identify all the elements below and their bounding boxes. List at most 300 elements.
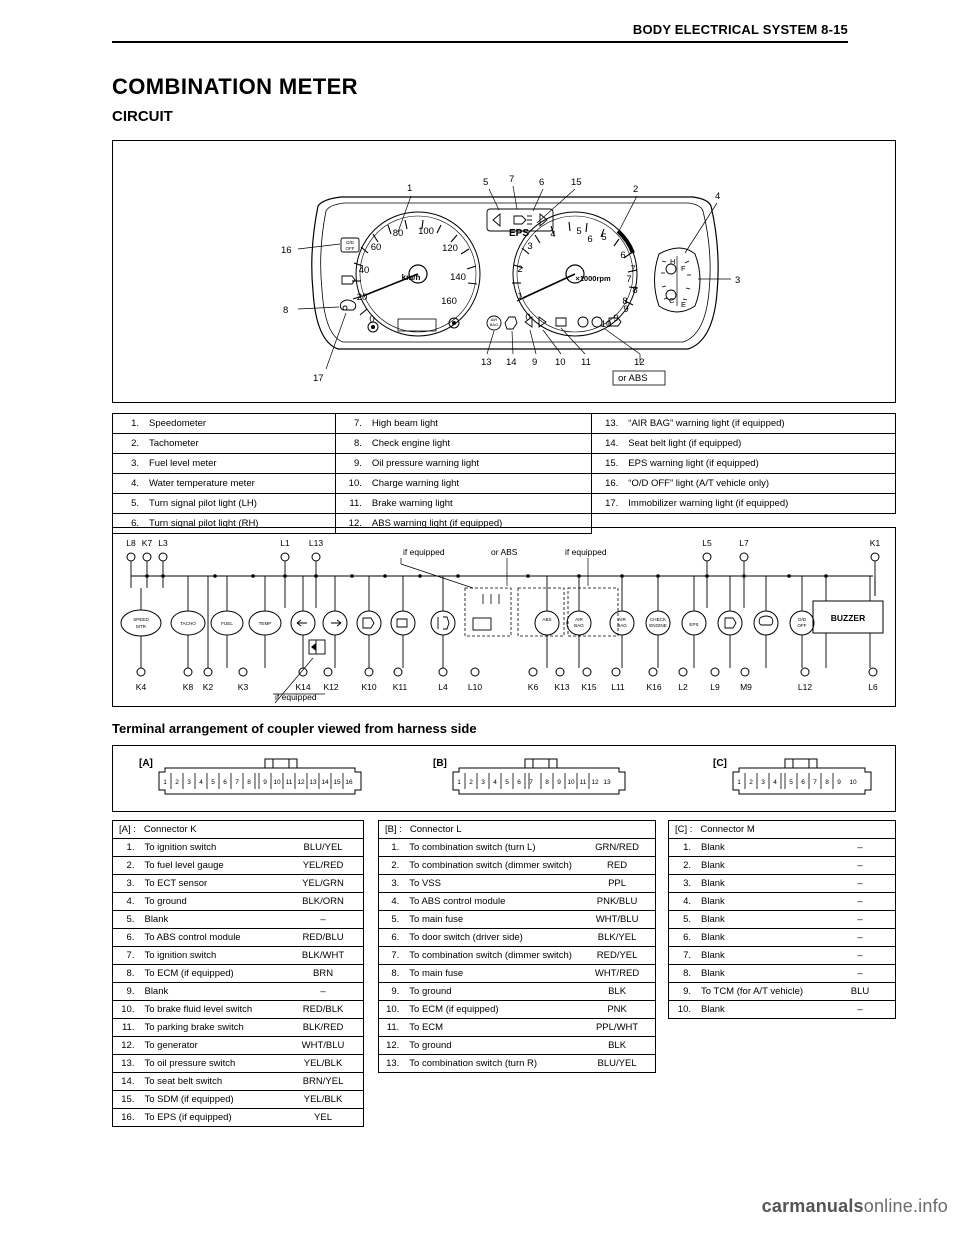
table-row — [113, 1001, 364, 1019]
legend-num: 2. — [113, 434, 143, 454]
svg-text:13: 13 — [309, 779, 317, 786]
pin-number: 6. — [113, 929, 138, 947]
legend-text: Turn signal pilot light (LH) — [142, 494, 335, 514]
pin-desc: To combination switch (turn L) — [402, 839, 584, 857]
table-row — [113, 1019, 364, 1037]
pin-desc: To ABS control module — [402, 893, 584, 911]
pin-desc: To fuel level gauge — [137, 857, 288, 875]
terminal-K4: K4 — [135, 682, 147, 692]
terminal-L5: L5 — [702, 538, 712, 548]
svg-text:8: 8 — [632, 285, 638, 296]
svg-text:EPS: EPS — [509, 228, 530, 239]
wire-color: BRN/YEL — [288, 1073, 363, 1091]
pin-number: 13. — [113, 1055, 138, 1073]
pin-number: 11. — [113, 1019, 138, 1037]
connector-k-tag: [A] : — [119, 824, 136, 835]
pin-number: 7. — [669, 947, 695, 965]
callout-4: 4 — [715, 191, 721, 202]
pin-number: 1. — [669, 839, 695, 857]
coupler-a-label: [A] — [139, 758, 153, 769]
legend-text: Brake warning light — [365, 494, 592, 514]
legend-num: 15. — [592, 454, 622, 474]
table-row — [113, 1073, 364, 1091]
pin-desc: To combination switch (dimmer switch) — [402, 947, 584, 965]
svg-text:2: 2 — [517, 264, 523, 275]
svg-text:AIR: AIR — [618, 617, 626, 622]
terminal-L9: L9 — [710, 682, 720, 692]
coupler-c-label: [C] — [713, 758, 727, 769]
legend-num: 12. — [335, 514, 365, 534]
pin-desc: Blank — [694, 1001, 830, 1019]
wire-color: BLK/WHT — [288, 947, 363, 965]
legend-num: 3. — [113, 454, 143, 474]
pin-number: 16. — [113, 1109, 138, 1127]
svg-text:BAG: BAG — [617, 623, 627, 628]
svg-text:8: 8 — [545, 779, 549, 786]
svg-text:2: 2 — [749, 779, 753, 786]
legend-num: 6. — [113, 514, 143, 534]
svg-text:1: 1 — [517, 291, 523, 302]
pin-number: 3. — [669, 875, 695, 893]
pin-desc: To generator — [137, 1037, 288, 1055]
terminal-L12: L12 — [797, 682, 813, 692]
pin-number: 3. — [113, 875, 138, 893]
wire-color: RED — [584, 857, 655, 875]
wire-color: GRN/RED — [584, 839, 655, 857]
svg-text:E: E — [681, 300, 687, 309]
pin-desc: To combination switch (turn R) — [402, 1055, 584, 1073]
pin-number: 6. — [669, 929, 695, 947]
wire-color: YEL/GRN — [288, 875, 363, 893]
wire-color: PPL — [584, 875, 655, 893]
svg-text:14: 14 — [321, 779, 329, 786]
table-row — [379, 929, 656, 947]
legend-text: Seat belt light (if equipped) — [621, 434, 895, 454]
pin-number: 14. — [113, 1073, 138, 1091]
wire-color: BLU/YEL — [288, 839, 363, 857]
svg-text:4: 4 — [199, 779, 203, 786]
svg-text:9: 9 — [837, 779, 841, 786]
legend-num: 13. — [592, 414, 622, 434]
wire-color: YEL — [288, 1109, 363, 1127]
svg-text:×1000rpm: ×1000rpm — [575, 274, 611, 283]
svg-text:5: 5 — [505, 779, 509, 786]
pin-desc: To main fuse — [402, 965, 584, 983]
table-row — [113, 839, 364, 857]
svg-text:10: 10 — [600, 319, 612, 330]
connector-l-tag: [B] : — [385, 824, 402, 835]
legend-num: 9. — [335, 454, 365, 474]
terminal-K12: K12 — [323, 682, 339, 692]
svg-text:0: 0 — [525, 312, 531, 323]
table-row — [379, 1019, 656, 1037]
table-row — [113, 893, 364, 911]
pin-number: 6. — [379, 929, 403, 947]
header-rule — [112, 41, 848, 43]
terminal-L2: L2 — [678, 682, 688, 692]
table-row — [669, 875, 896, 893]
table-row — [113, 1109, 364, 1127]
watermark-text-1: carmanuals — [761, 1196, 864, 1216]
svg-text:C: C — [669, 296, 675, 305]
wire-color: RED/BLU — [288, 929, 363, 947]
pin-number: 2. — [379, 857, 403, 875]
svg-text:11: 11 — [579, 779, 587, 786]
terminal-K11: K11 — [392, 682, 408, 692]
svg-text:9: 9 — [263, 779, 267, 786]
pin-desc: Blank — [694, 875, 830, 893]
pin-number: 8. — [113, 965, 138, 983]
pin-number: 1. — [113, 839, 138, 857]
pin-desc: Blank — [694, 911, 830, 929]
table-row — [379, 983, 656, 1001]
svg-text:60: 60 — [370, 242, 382, 253]
pin-desc: To ABS control module — [137, 929, 288, 947]
table-row — [379, 965, 656, 983]
svg-text:5: 5 — [576, 226, 582, 237]
svg-text:3: 3 — [187, 779, 191, 786]
legend-num: 11. — [335, 494, 365, 514]
terminal-L13: L13 — [308, 538, 324, 548]
svg-text:SPEED: SPEED — [133, 617, 149, 622]
pin-desc: Blank — [694, 839, 830, 857]
connector-m-name: Connector M — [700, 824, 755, 835]
svg-text:7: 7 — [813, 779, 817, 786]
legend-text: “AIR BAG” warning light (if equipped) — [621, 414, 895, 434]
pin-number: 11. — [379, 1019, 403, 1037]
pin-number: 5. — [669, 911, 695, 929]
terminal-K6: K6 — [527, 682, 539, 692]
svg-text:11: 11 — [285, 779, 293, 786]
callout-12: 12 — [634, 357, 645, 368]
pin-desc: Blank — [694, 857, 830, 875]
callout-3: 3 — [735, 275, 741, 286]
wire-color: – — [830, 875, 896, 893]
pin-desc: To ground — [402, 983, 584, 1001]
terminal-K3: K3 — [237, 682, 249, 692]
table-row — [113, 434, 896, 454]
wire-color: WHT/BLU — [288, 1037, 363, 1055]
table-row — [669, 839, 896, 857]
header-title: BODY ELECTRICAL SYSTEM 8-15 — [632, 22, 848, 37]
pin-number: 2. — [113, 857, 138, 875]
table-row — [113, 454, 896, 474]
pin-desc: To oil pressure switch — [137, 1055, 288, 1073]
legend-text: ABS warning light (if equipped) — [365, 514, 592, 534]
pin-number: 5. — [379, 911, 403, 929]
table-row — [379, 1055, 656, 1073]
table-row — [113, 1037, 364, 1055]
callout-15: 15 — [571, 177, 582, 188]
wire-color: BLK — [584, 1037, 655, 1055]
svg-text:ABS: ABS — [542, 617, 552, 622]
callout-10: 10 — [555, 357, 566, 368]
svg-text:5: 5 — [601, 232, 607, 243]
svg-text:AIR: AIR — [490, 317, 498, 322]
terminal-K15: K15 — [581, 682, 597, 692]
pin-desc: To ground — [402, 1037, 584, 1055]
svg-text:TACHO: TACHO — [180, 621, 196, 626]
table-row — [379, 875, 656, 893]
pin-number: 10. — [669, 1001, 695, 1019]
note-if-equipped-2: if equipped — [565, 547, 607, 557]
callout-5: 5 — [483, 177, 489, 188]
terminal-K1: K1 — [869, 538, 881, 548]
watermark — [762, 1196, 948, 1217]
pin-desc: Blank — [137, 983, 288, 1001]
page-title: COMBINATION METER — [112, 74, 358, 99]
pin-number: 8. — [379, 965, 403, 983]
callout-16: 16 — [281, 245, 292, 256]
pin-desc: Blank — [137, 911, 288, 929]
wire-color: – — [288, 911, 363, 929]
svg-text:O/D: O/D — [345, 240, 355, 245]
svg-text:1: 1 — [457, 779, 461, 786]
table-row — [669, 1001, 896, 1019]
svg-text:km/h: km/h — [401, 273, 421, 282]
or-abs-label: or ABS — [618, 373, 648, 384]
table-row — [113, 983, 364, 1001]
pin-desc: To ignition switch — [137, 839, 288, 857]
svg-text:80: 80 — [392, 228, 404, 239]
pin-number: 2. — [669, 857, 695, 875]
wire-color: PNK/BLU — [584, 893, 655, 911]
pin-desc: To parking brake switch — [137, 1019, 288, 1037]
table-row — [113, 965, 364, 983]
table-row — [113, 474, 896, 494]
legend-num: 10. — [335, 474, 365, 494]
pin-desc: To main fuse — [402, 911, 584, 929]
connector-m-tag: [C] : — [675, 824, 693, 835]
table-row — [379, 947, 656, 965]
wire-color: – — [830, 839, 896, 857]
svg-text:16: 16 — [345, 779, 353, 786]
svg-text:6: 6 — [223, 779, 227, 786]
svg-text:ENGINE: ENGINE — [649, 623, 667, 628]
svg-text:160: 160 — [441, 296, 457, 307]
table-header-row — [113, 821, 364, 839]
wire-color: PNK — [584, 1001, 655, 1019]
connector-k-name: Connector K — [143, 824, 197, 835]
wire-color: – — [288, 983, 363, 1001]
svg-text:20: 20 — [356, 292, 368, 303]
circuit-diagram — [113, 528, 895, 706]
terminal-L8: L8 — [126, 538, 136, 548]
pin-number: 10. — [113, 1001, 138, 1019]
legend-num: 7. — [335, 414, 365, 434]
legend-text: Tachometer — [142, 434, 335, 454]
legend-text: Fuel level meter — [142, 454, 335, 474]
wire-color: – — [830, 911, 896, 929]
legend-num: 8. — [335, 434, 365, 454]
terminal-K8: K8 — [182, 682, 194, 692]
svg-text:1: 1 — [737, 779, 741, 786]
table-row — [113, 911, 364, 929]
svg-text:OFF: OFF — [345, 246, 355, 251]
svg-text:5: 5 — [211, 779, 215, 786]
table-row — [113, 929, 364, 947]
terminal-L7: L7 — [739, 538, 749, 548]
pin-desc: To VSS — [402, 875, 584, 893]
svg-text:6: 6 — [587, 234, 593, 245]
legend-num: 5. — [113, 494, 143, 514]
terminal-K7: K7 — [141, 538, 153, 548]
callout-1: 1 — [407, 183, 413, 194]
wire-color: YEL/RED — [288, 857, 363, 875]
svg-text:OFF: OFF — [797, 623, 807, 628]
wire-color: WHT/BLU — [584, 911, 655, 929]
terminal-L3: L3 — [158, 538, 168, 548]
circuit-diagram-box — [112, 527, 896, 707]
pin-desc: To ECM (if equipped) — [402, 1001, 584, 1019]
meter-illustration — [113, 141, 895, 402]
connector-m-header — [669, 821, 896, 839]
svg-text:6: 6 — [620, 250, 626, 261]
pin-number: 9. — [669, 983, 695, 1001]
svg-text:0: 0 — [369, 314, 375, 325]
pin-number: 5. — [113, 911, 138, 929]
terminal-L1: L1 — [280, 538, 290, 548]
wire-color: – — [830, 1001, 896, 1019]
table-row — [379, 839, 656, 857]
pin-desc: To door switch (driver side) — [402, 929, 584, 947]
wire-color: BLU/YEL — [584, 1055, 655, 1073]
legend-text: High beam light — [365, 414, 592, 434]
terminal-K13: K13 — [554, 682, 570, 692]
terminal-L6: L6 — [868, 682, 878, 692]
pin-number: 1. — [379, 839, 403, 857]
coupler-diagram — [113, 746, 895, 811]
meter-illustration-box — [112, 140, 896, 403]
pin-number: 7. — [113, 947, 138, 965]
pin-number: 3. — [379, 875, 403, 893]
pin-desc: To ECM (if equipped) — [137, 965, 288, 983]
svg-text:4: 4 — [773, 779, 777, 786]
table-row — [669, 857, 896, 875]
terminal-K16: K16 — [646, 682, 662, 692]
svg-text:12: 12 — [591, 779, 599, 786]
table-row — [669, 983, 896, 1001]
legend-num: 1. — [113, 414, 143, 434]
wire-color: BLK/ORN — [288, 893, 363, 911]
wire-color: – — [830, 857, 896, 875]
pin-desc: Blank — [694, 947, 830, 965]
terminal-K10: K10 — [361, 682, 377, 692]
svg-text:4: 4 — [493, 779, 497, 786]
svg-text:6: 6 — [801, 779, 805, 786]
table-header-row — [669, 821, 896, 839]
table-row — [379, 1001, 656, 1019]
wire-color: YEL/BLK — [288, 1055, 363, 1073]
svg-text:7: 7 — [630, 264, 636, 275]
note-or-abs: or ABS — [491, 547, 518, 557]
wire-color: – — [830, 965, 896, 983]
connector-l-header — [379, 821, 656, 839]
pin-number: 12. — [379, 1037, 403, 1055]
coupler-box — [112, 745, 896, 812]
pin-number: 15. — [113, 1091, 138, 1109]
svg-text:O/D: O/D — [797, 617, 807, 622]
table-row — [113, 1055, 364, 1073]
svg-text:120: 120 — [442, 243, 458, 254]
connector-l-name: Connector L — [409, 824, 462, 835]
wire-color: BLK/YEL — [584, 929, 655, 947]
pin-number: 4. — [379, 893, 403, 911]
svg-text:CHECK: CHECK — [649, 617, 667, 622]
table-row — [113, 875, 364, 893]
callout-13: 13 — [481, 357, 492, 368]
table-row — [113, 494, 896, 514]
svg-text:9: 9 — [623, 304, 629, 315]
svg-text:BAG: BAG — [489, 322, 499, 327]
callout-7: 7 — [509, 174, 515, 185]
legend-num: 14. — [592, 434, 622, 454]
terminal-K2: K2 — [202, 682, 214, 692]
svg-text:BAG: BAG — [574, 623, 584, 628]
callout-14: 14 — [506, 357, 517, 368]
terminal-L11: L11 — [611, 682, 625, 692]
pin-number: 13. — [379, 1055, 403, 1073]
terminal-arrangement-title: Terminal arrangement of coupler viewed from harness side — [112, 721, 477, 736]
watermark-text-2: online.info — [863, 1196, 948, 1216]
svg-text:7: 7 — [626, 274, 632, 285]
legend-text: Oil pressure warning light — [365, 454, 592, 474]
svg-text:10: 10 — [567, 779, 575, 786]
pin-desc: To ground — [137, 893, 288, 911]
svg-text:6: 6 — [517, 779, 521, 786]
pin-desc: Blank — [694, 893, 830, 911]
pin-number: 7. — [379, 947, 403, 965]
connector-l-table — [378, 820, 656, 1073]
svg-text:9: 9 — [557, 779, 561, 786]
legend-text: Immobilizer warning light (if equipped) — [621, 494, 895, 514]
legend-text: Charge warning light — [365, 474, 592, 494]
table-row — [113, 947, 364, 965]
svg-text:3: 3 — [527, 241, 533, 252]
wire-color: RED/BLK — [288, 1001, 363, 1019]
pin-number: 10. — [379, 1001, 403, 1019]
terminal-M9: M9 — [740, 682, 752, 692]
svg-text:13: 13 — [603, 779, 611, 786]
svg-text:10: 10 — [273, 779, 281, 786]
section-title: CIRCUIT — [112, 108, 173, 125]
table-row — [669, 965, 896, 983]
svg-text:12: 12 — [297, 779, 305, 786]
wire-color: – — [830, 893, 896, 911]
callout-8: 8 — [283, 305, 289, 316]
pin-desc: To ECT sensor — [137, 875, 288, 893]
wire-color: RED/YEL — [584, 947, 655, 965]
pin-desc: To combination switch (dimmer switch) — [402, 857, 584, 875]
svg-text:1: 1 — [163, 779, 167, 786]
legend-text: “O/D OFF” light (A/T vehicle only) — [621, 474, 895, 494]
table-row — [379, 857, 656, 875]
svg-text:TEMP: TEMP — [258, 621, 272, 626]
svg-text:8: 8 — [825, 779, 829, 786]
table-row — [669, 947, 896, 965]
svg-text:F: F — [681, 264, 686, 273]
svg-text:5: 5 — [789, 779, 793, 786]
svg-text:7: 7 — [529, 779, 533, 786]
callout-9: 9 — [532, 357, 538, 368]
wire-color: – — [830, 929, 896, 947]
pin-desc: To EPS (if equipped) — [137, 1109, 288, 1127]
svg-text:2: 2 — [469, 779, 473, 786]
pin-desc: To seat belt switch — [137, 1073, 288, 1091]
pin-desc: To SDM (if equipped) — [137, 1091, 288, 1109]
connector-m-table — [668, 820, 896, 1019]
connector-k-table — [112, 820, 364, 1127]
